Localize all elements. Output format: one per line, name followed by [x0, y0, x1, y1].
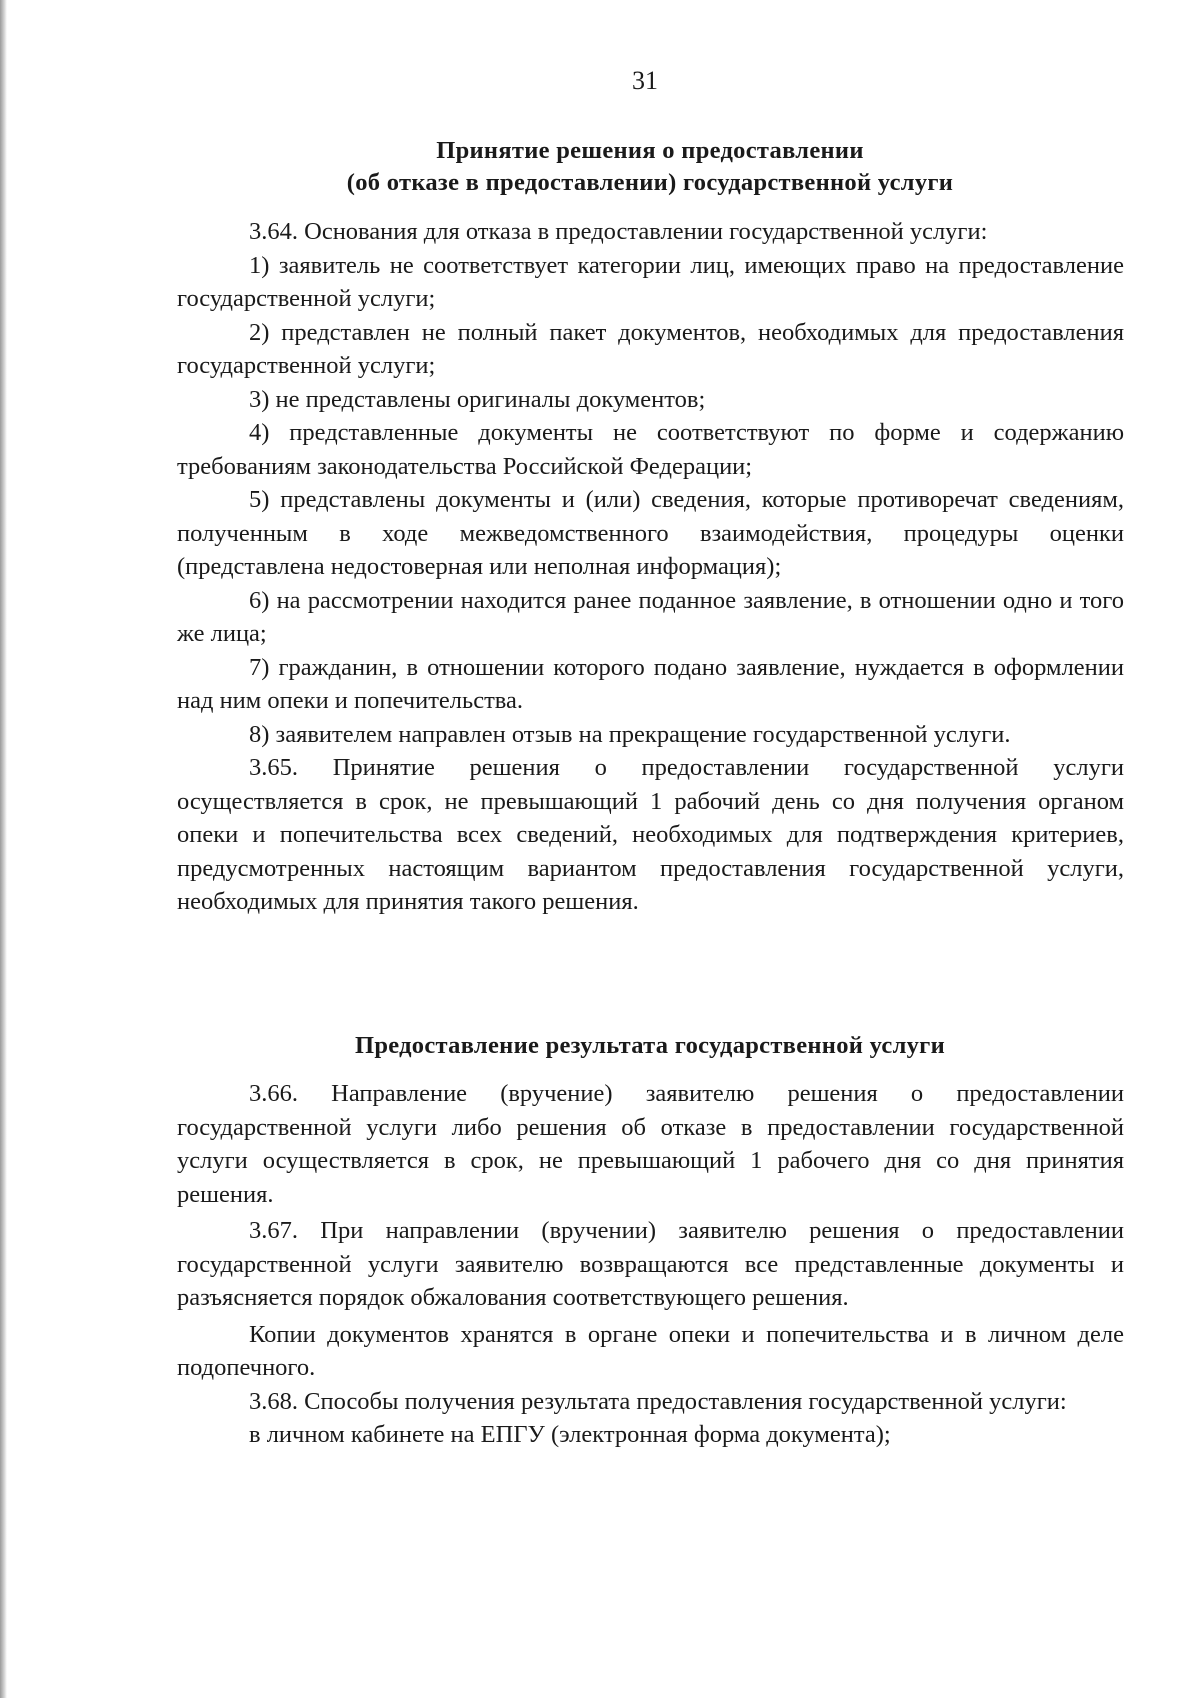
section-heading-result: Предоставление результата государственной услуги	[354, 1032, 946, 1059]
list-item-3: 3) не представлены оригиналы документов;	[249, 385, 706, 413]
paragraph-3-68: 3.68. Способы получения результата предоставления государственной услуги:	[249, 1387, 1067, 1415]
paragraph-3-67: 3.67. При направлении (вручении) заявителю решения о предоставлении государственной услуги заявителю возвращаются все представленные документы и разъясняется порядок обжалования соответствующего решения.	[177, 1217, 1124, 1311]
list-item-4: 4) представленные документы не соответствуют по форме и содержанию требованиям законодательства Российской Федерации;	[177, 419, 1124, 480]
paragraph-copies: Копии документов хранятся в органе опеки и попечительства и в личном деле подопечного.	[177, 1320, 1124, 1381]
section-heading-line-2: (об отказе в предоставлении) государственной услуги	[346, 169, 954, 196]
section-heading-line-1: Принятие решения о предоставлении	[436, 137, 864, 164]
section-body-result	[177, 1077, 1124, 1452]
paragraph-3-65: 3.65. Принятие решения о предоставлении государственной услуги осуществляется в срок, не превышающий 1 рабочий день со дня получения органом опеки и попечительства всех сведений, необходимых для подтверждения критериев, предусмотренных настоящим вариантом предоставления государственной услуги, необходимых для принятия такого решения.	[177, 754, 1124, 915]
list-item-8: 8) заявителем направлен отзыв на прекращение государственной услуги.	[249, 720, 1011, 748]
list-item-5: 5) представлены документы и (или) сведения, которые противоречат сведениям, полученным в ходе межведомственного взаимодействия, процедуры оценки (представлена недостоверная или неполная информация);	[177, 486, 1124, 580]
list-item-2: 2) представлен не полный пакет документов, необходимых для предоставления государственной услуги;	[177, 318, 1124, 379]
paragraph-3-64: 3.64. Основания для отказа в предоставлении государственной услуги:	[249, 218, 988, 245]
result-method-epgu: в личном кабинете на ЕПГУ (электронная форма документа);	[249, 1421, 891, 1448]
list-item-7: 7) гражданин, в отношении которого подано заявление, нуждается в оформлении над ним опеки и попечительства.	[177, 653, 1124, 714]
paragraph-3-66: 3.66. Направление (вручение) заявителю решения о предоставлении государственной услуги либо решения об отказе в предоставлении государственной услуги осуществляется в срок, не превышающий 1 рабочего дня со дня принятия решения.	[177, 1080, 1124, 1208]
list-item-6: 6) на рассмотрении находится ранее поданное заявление, в отношении одно и того же лица;	[177, 586, 1124, 647]
list-item-1: 1) заявитель не соответствует категории лиц, имеющих право на предоставление государственной услуги;	[177, 251, 1124, 312]
section-body-decision	[177, 215, 1124, 919]
page-number: 31	[632, 66, 658, 95]
section-heading-decision	[175, 135, 1125, 199]
